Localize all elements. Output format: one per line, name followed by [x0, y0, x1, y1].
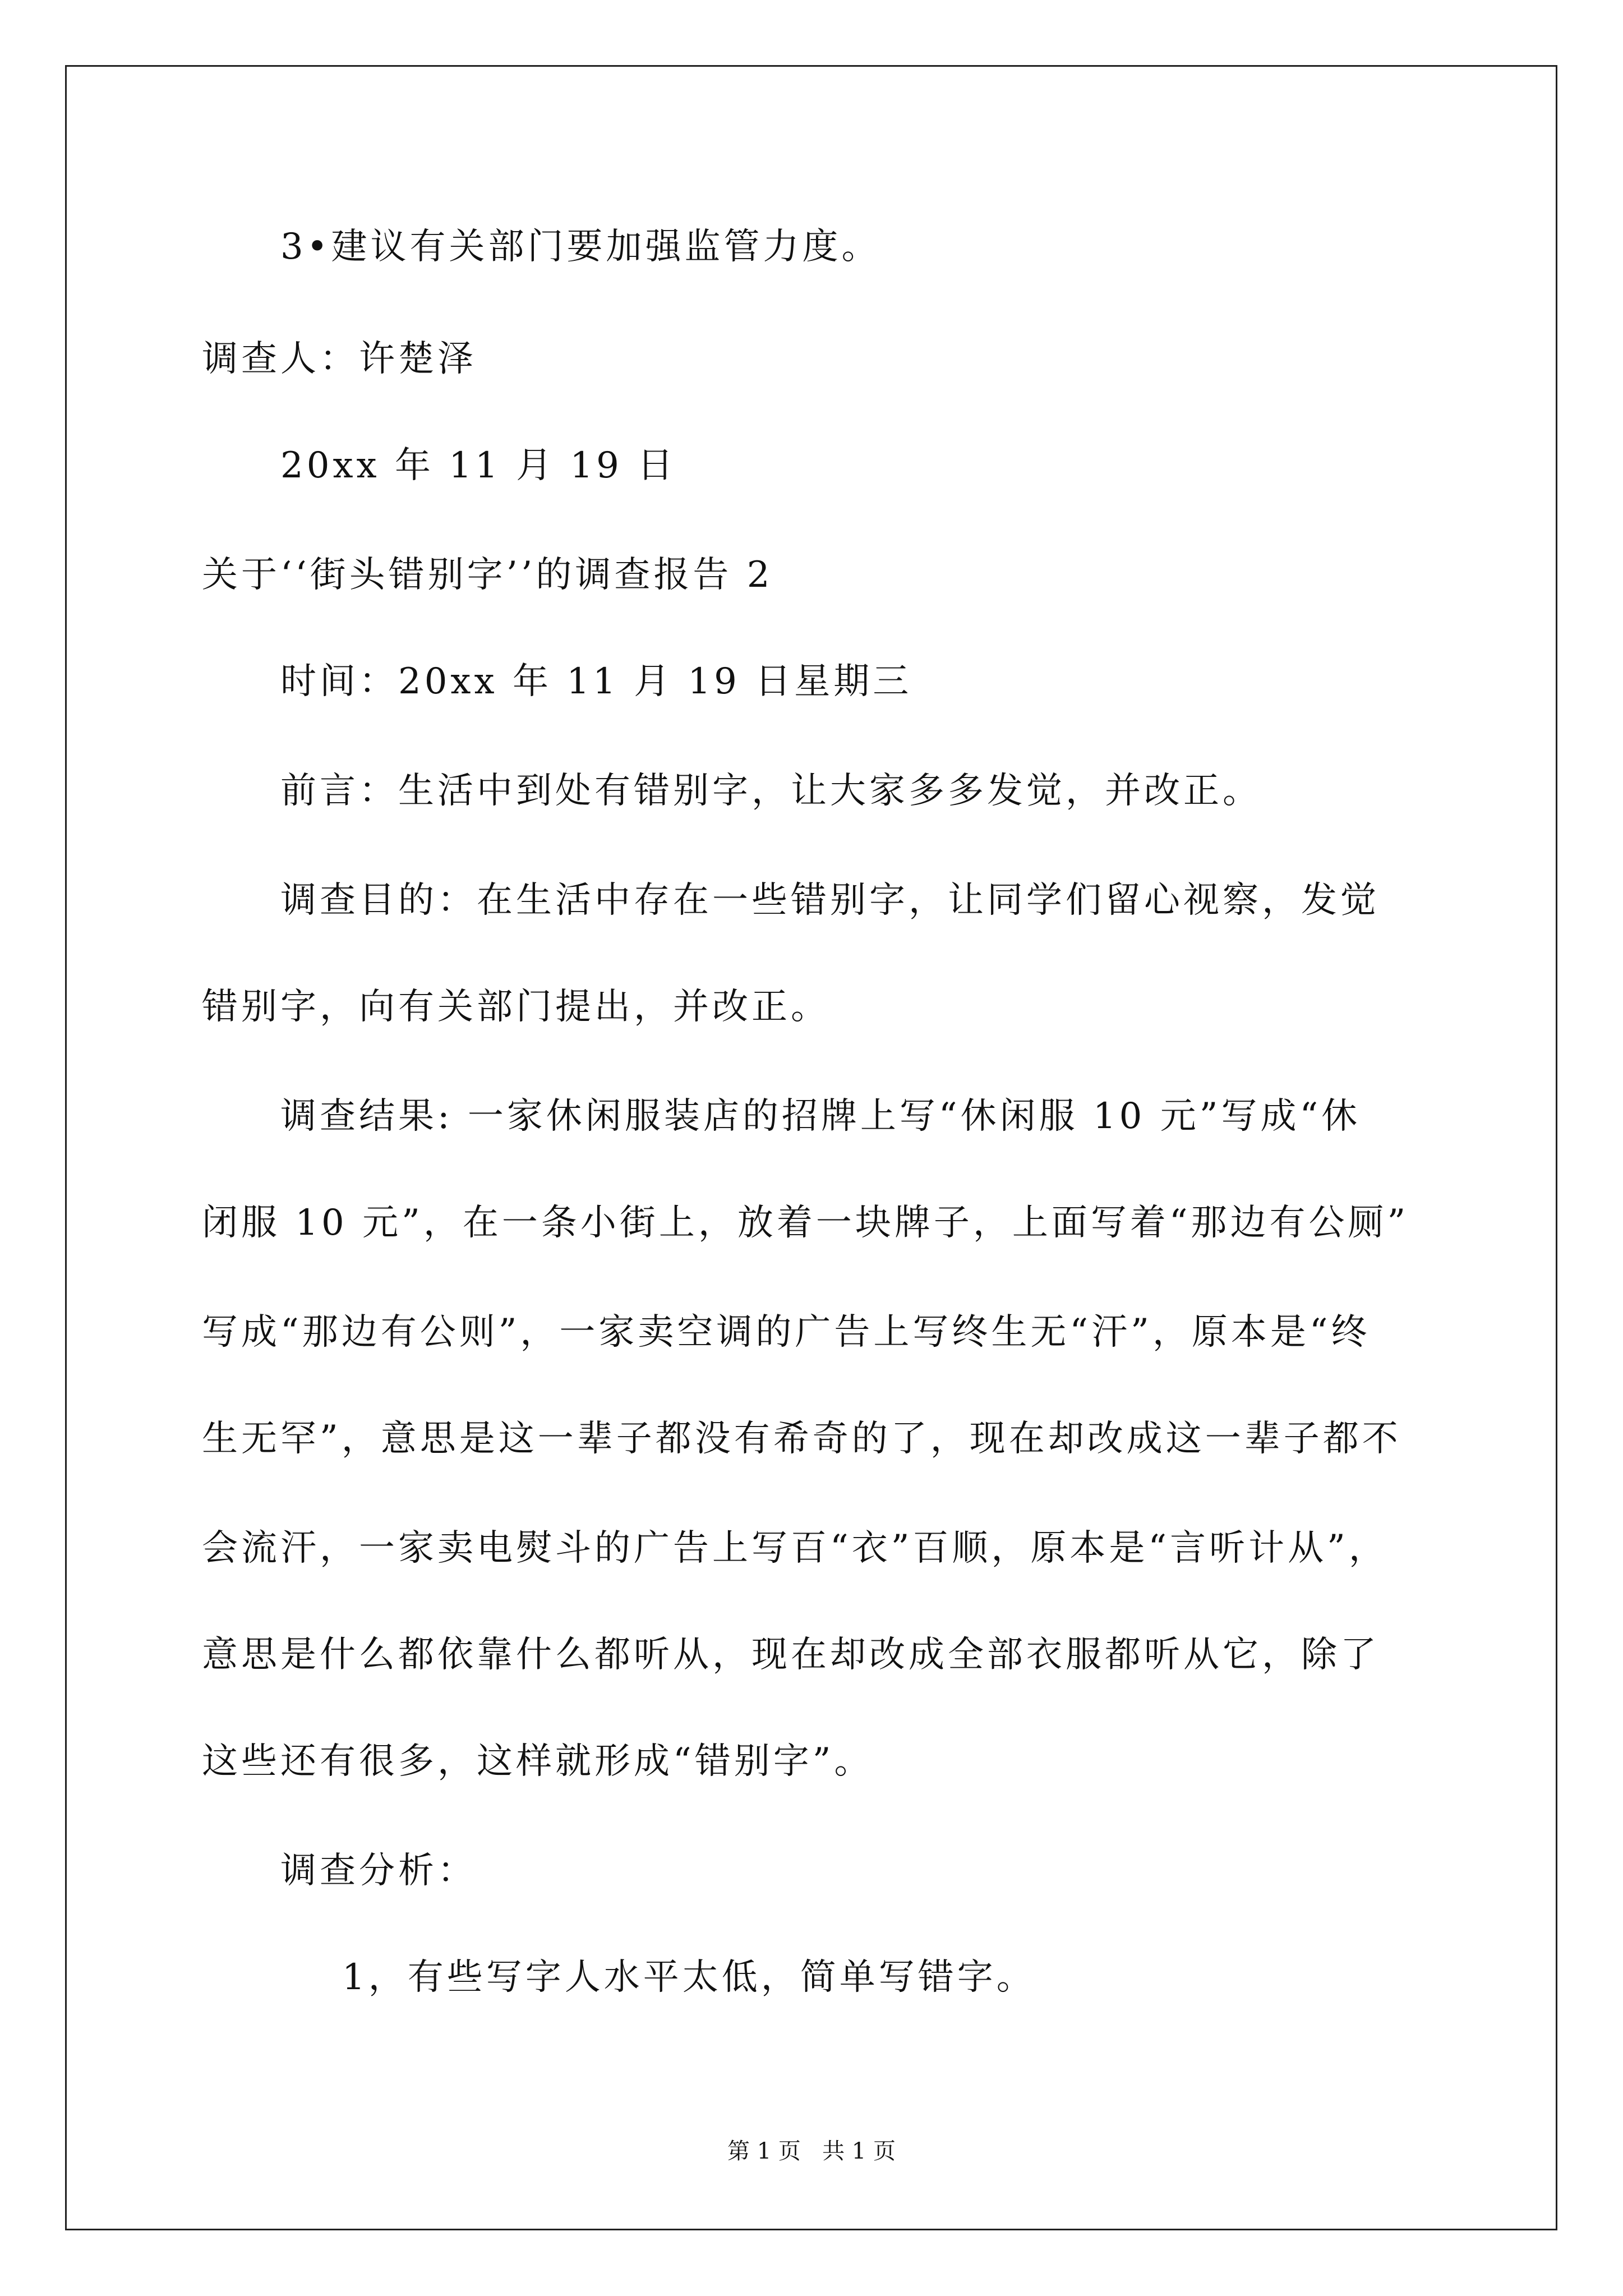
purpose-line-1: 调查目的：在生活中存在一些错别字，让同学们留心视察，发觉	[280, 880, 1380, 921]
date-line: 20xx 年 11 月 19 日	[280, 445, 677, 486]
preface-line: 前言：生活中到处有错别字，让大家多多发觉，并改正。	[280, 770, 1262, 812]
results-line-7: 这些还有很多，这样就形成“错别字”。	[202, 1741, 874, 1782]
paragraph-suggestion-3: 3•建议有关部门要加强监管力度。	[280, 226, 881, 268]
results-line-2: 闭服 10 元”，在一条小街上，放着一块牌子，上面写着“那边有公厕”	[202, 1202, 1409, 1244]
results-line-6: 意思是什么都依靠什么都听从，现在却改成全部衣服都听从它，除了	[202, 1634, 1380, 1676]
results-line-4: 生无罕”，意思是这一辈子都没有希奇的了，现在却改成这一辈子都不	[202, 1418, 1401, 1460]
page-footer: 第 1 页 共 1 页	[727, 2138, 896, 2164]
investigator-line: 调查人：许楚泽	[202, 338, 477, 380]
page-border	[65, 65, 1557, 2230]
analysis-heading: 调查分析：	[280, 1850, 477, 1892]
results-line-5: 会流汗，一家卖电熨斗的广告上写百“衣”百顺，原本是“言听计从”，	[202, 1527, 1388, 1569]
analysis-item-1: 1，有些写字人水平太低，简单写错字。	[342, 1957, 1036, 1998]
report-title: 关于‘‘街头错别字’’的调查报告 2	[202, 554, 773, 596]
results-line-1: 调查结果: 一家休闲服装店的招牌上写“休闲服 10 元”写成“休	[280, 1096, 1361, 1137]
purpose-line-2: 错别字，向有关部门提出，并改正。	[202, 986, 830, 1028]
results-line-3: 写成“那边有公则”，一家卖空调的广告上写终生无“汗”，原本是“终	[202, 1312, 1371, 1353]
time-line: 时间：20xx 年 11 月 19 日星期三	[280, 661, 912, 702]
